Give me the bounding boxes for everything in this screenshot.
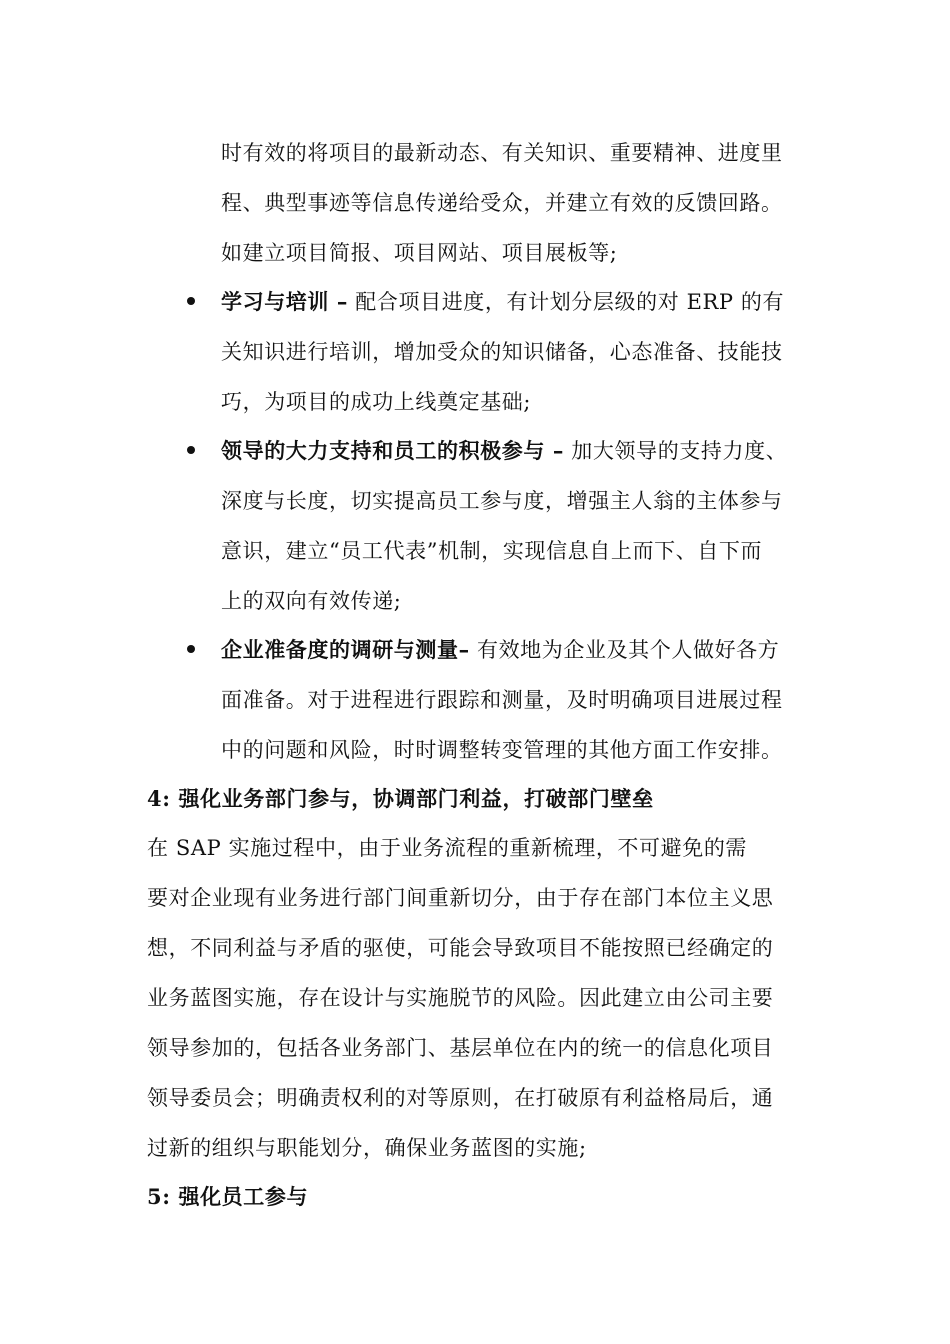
section-4-para-line-3: 想，不同利益与矛盾的驱使，可能会导致项目不能按照已经确定的 [147, 936, 774, 960]
section-4-para-line-4: 业务蓝图实施，存在设计与实施脱节的风险。因此建立由公司主要 [147, 986, 774, 1010]
bullet-3-line-2: 面准备。对于进程进行跟踪和测量，及时明确项目进展过程 [221, 688, 783, 712]
bullet-1-title: 学习与培训 – [221, 289, 349, 314]
bullet-dot-icon [185, 297, 197, 309]
section-4-heading: 4: 强化业务部门参与，协调部门利益，打破部门壁垒 [147, 786, 654, 811]
bullet-2-first-line [221, 436, 787, 466]
bullet-dot-icon [185, 645, 197, 657]
bullet-2-line-4: 上的双向有效传递; [221, 589, 402, 613]
section-4-para-line-1: 在 SAP 实施过程中，由于业务流程的重新梳理，不可避免的需 [147, 836, 748, 860]
bullet-2-first-rest: 加大领导的支持力度、 [564, 439, 788, 463]
section-5-heading: 5: 强化员工参与 [147, 1184, 309, 1209]
continuation-line-2: 程、典型事迹等信息传递给受众，并建立有效的反馈回路。 [221, 191, 783, 215]
continuation-line-1: 时有效的将项目的最新动态、有关知识、重要精神、进度里 [221, 141, 783, 165]
bullet-1-line-2: 关知识进行培训，增加受众的知识储备，心态准备、技能技 [221, 340, 783, 364]
section-4-para-line-7: 过新的组织与职能划分，确保业务蓝图的实施; [147, 1136, 587, 1160]
bullet-3-first-line [221, 635, 779, 665]
section-4-para-line-2: 要对企业现有业务进行部门间重新切分，由于存在部门本位主义思 [147, 886, 774, 910]
bullet-2-title: 领导的大力支持和员工的积极参与 – [221, 438, 565, 463]
bullet-1-first-rest: 配合项目进度，有计划分层级的对 ERP 的有 [348, 290, 785, 314]
continuation-line-3: 如建立项目简报、项目网站、项目展板等; [221, 241, 618, 265]
section-4-para-line-6: 领导委员会；明确责权利的对等原则，在打破原有利益格局后，通 [147, 1086, 774, 1110]
bullet-2-line-3: 意识，建立“员工代表”机制，实现信息自上而下、自下而 [221, 539, 763, 563]
bullet-3-first-rest: 有效地为企业及其个人做好各方 [469, 638, 780, 662]
bullet-1-first-line [221, 287, 784, 317]
bullet-3-title: 企业准备度的调研与测量– [221, 637, 470, 662]
bullet-2-line-2: 深度与长度，切实提高员工参与度，增强主人翁的主体参与 [221, 489, 783, 513]
bullet-1-line-3: 巧，为项目的成功上线奠定基础; [221, 390, 532, 414]
bullet-dot-icon [185, 446, 197, 458]
section-4-para-line-5: 领导参加的，包括各业务部门、基层单位在内的统一的信息化项目 [147, 1036, 774, 1060]
bullet-3-line-3: 中的问题和风险，时时调整转变管理的其他方面工作安排。 [221, 738, 783, 762]
